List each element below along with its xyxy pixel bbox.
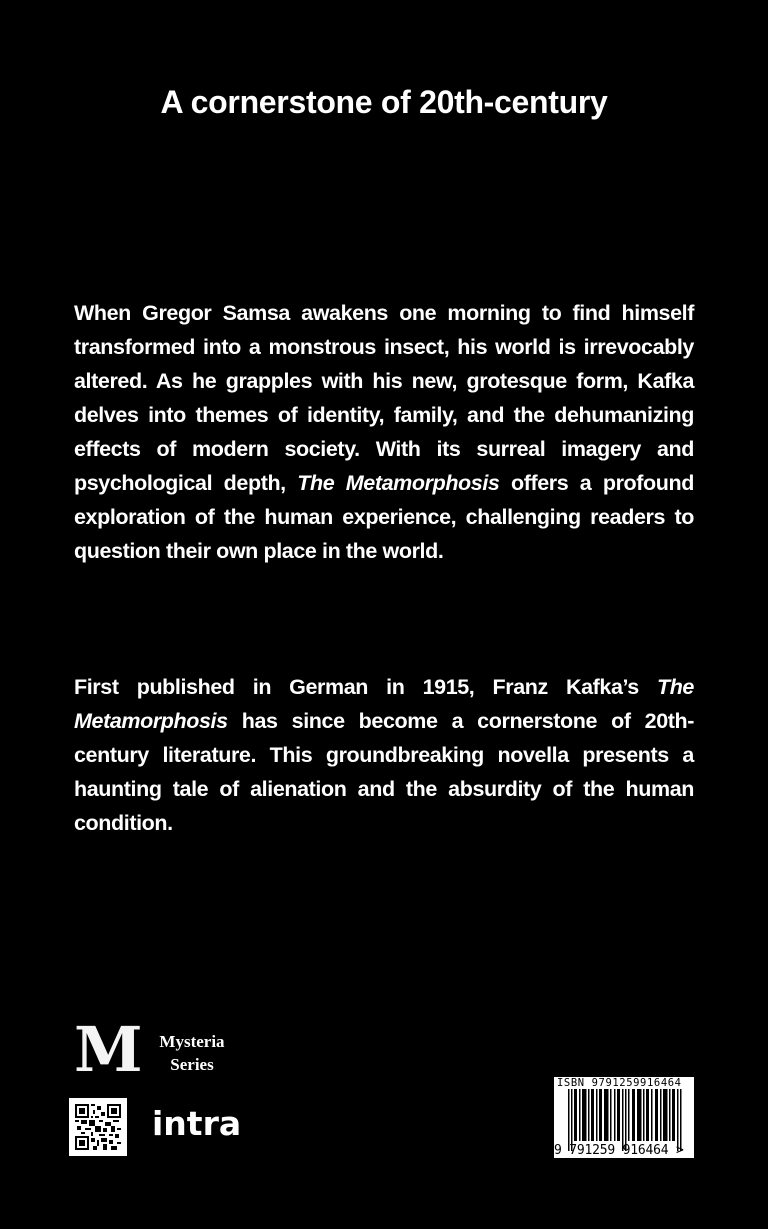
publication-text: has since become a cornerstone of 20th-century literature. This groundbreaking novella presents a haunting tale of alienation and the absurdity of the human condition. [74,709,694,835]
book-title-italic: The Metamorphosis [297,471,500,495]
tagline-heading: A cornerstone of 20th-century [160,84,608,120]
synopsis-text: When Gregor Samsa awakens one morning to find himself transformed into a monstrous insect, his world is irrevocably altered. As he grapples with his new, grotesque form, Kafka delves into themes of identity, family, and the dehumanizing effects of modern society. With its surreal imagery and psychological depth, [74,301,694,495]
series-line-2: Series [170,1055,214,1074]
publication-paragraph [74,670,694,840]
qr-code-icon [69,1098,127,1156]
publication-text: First published in German in 1915, Franz Kafka’s [74,675,657,699]
barcode-bars-icon [568,1089,682,1151]
book-title-italic: The Metamorphosis [74,675,694,733]
isbn-barcode [554,1077,694,1158]
series-name [152,1030,232,1076]
series-line-1: Mysteria [159,1032,225,1051]
synopsis-text: offers a profound exploration of the human experience, challenging readers to question their own place in the world. [74,471,694,563]
isbn-label: ISBN 9791259916464 [557,1077,682,1089]
synopsis-paragraph [74,296,694,568]
isbn-digits: 9 791259 916464 > [554,1143,684,1158]
mysteria-logo-icon: M [74,1013,141,1086]
publisher-logo: intra [152,1104,242,1143]
